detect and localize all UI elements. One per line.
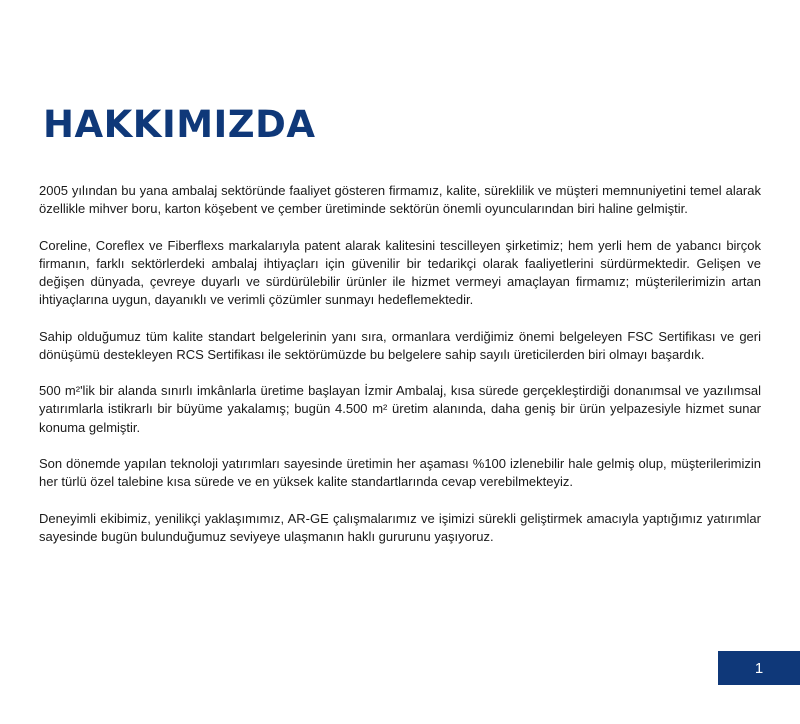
paragraph-history: 2005 yılından bu yana ambalaj sektöründe faaliyet gösteren firmamız, kalite, süreklilik ve müşteri memnuniyetini temel alarak özellikle mihver boru, karton köşebent ve çember üretiminde sektörün önemli oyuncularından biri haline gelmiştir. [39, 183, 761, 217]
paragraph-brands: Coreline, Coreflex ve Fiberflexs markalarıyla patent alarak kalitesini tescilleyen şirketimiz; hem yerli hem de yabancı birçok firmanın, farklı sektörlerdeki ambalaj ihtiyaçları için güvenilir bir tedarikçi olarak faaliyetlerini sürdürmektedir. Gelişen ve değişen dünyada, çevreye duyarlı ve sürdürülebilir ürünler ile hizmet vermeyi amaçlayan firmamız; müşterilerimizin artan ihtiyaçlarına uygun, dayanıklı ve verimli çözümler sunmayı hedeflemektedir. [39, 237, 761, 308]
page-number-badge [718, 651, 800, 685]
paragraph-team: Deneyimli ekibimiz, yenilikçi yaklaşımımız, AR-GE çalışmalarımız ve işimizi sürekli geliştirmek amacıyla yaptığımız yatırımlar sayesinde bugün bulunduğumuz seviyeye ulaşmanın haklı gururunu yaşıyoruz. [39, 510, 761, 544]
paragraph-technology: Son dönemde yapılan teknoloji yatırımları sayesinde üretimin her aşaması %100 izlenebilir hale gelmiş olup, müşterilerimizin her türlü özel talebine kısa sürede ve en yüksek kalite standartlarında cevap verebilmekteyiz. [39, 455, 761, 490]
page-number: 1 [754, 659, 764, 677]
paragraph-certificates: Sahip olduğumuz tüm kalite standart belgelerinin yanı sıra, ormanlara verdiğimiz önemi belgeleyen FSC Sertifikası ve geri dönüşümü destekleyen RCS Sertifikası ile sektörümüzde bu belgelere sahip sayılı üreticilerden biri olmayı başardık. [39, 328, 761, 362]
paragraph-growth: 500 m²'lik bir alanda sınırlı imkânlarla üretime başlayan İzmir Ambalaj, kısa sürede gerçekleştirdiği donanımsal ve yazılımsal yatırımlarla istikrarlı bir büyüme yakalamış; bugün 4.500 m² üretim alanında, daha geniş bir ürün yelpazesiyle hizmet sunar konuma gelmiştir. [39, 383, 761, 435]
about-content [39, 182, 761, 564]
page-title: HAKKIMIZDA [43, 103, 316, 146]
